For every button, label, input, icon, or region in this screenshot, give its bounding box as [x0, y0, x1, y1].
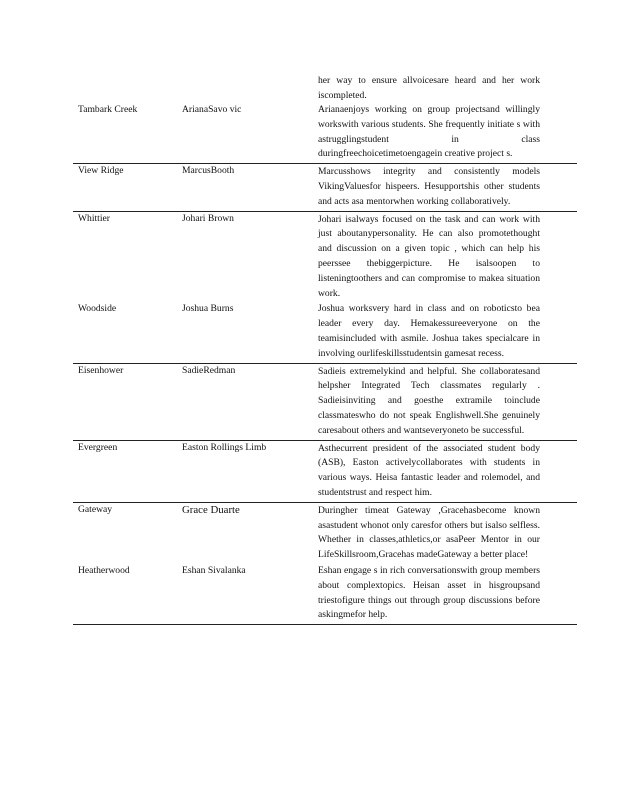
school-name: Eisenhower	[78, 364, 124, 376]
school-name: View Ridge	[78, 165, 124, 177]
student-name: Grace Duarte	[182, 503, 240, 516]
description: Johari isalways focused on the task and can work with just aboutanypersonality. He can also promotethought and discussion on a given topic , which can help his peerssee thebiggerpicture. He isalsoopen to listeningtoothers and can compromise to makea situation work.	[318, 213, 540, 299]
description: Eshan engage s in rich conversationswith group members about complextopics. Heisan asset in hisgroupsand triestofigure things out through group discussions before askingmefor help.	[318, 564, 540, 621]
student-name: Eshan Sivalanka	[182, 564, 246, 576]
school-name: Heatherwood	[78, 564, 130, 576]
table-row	[73, 564, 577, 625]
nominee-table	[73, 103, 577, 625]
table-row	[73, 164, 577, 211]
student-name: Johari Brown	[182, 212, 234, 224]
student-name: Easton Rollings Limb	[182, 441, 267, 453]
table-row	[73, 364, 577, 441]
school-name: Tambark Creek	[78, 104, 138, 115]
description: Duringher timeat Gateway ,Gracehasbecome known asastudent whonot only caresfor others but isalso selfless. Whether in classes,athletics,or asaPeer Mentor in our LifeSkillsroom,Gracehas madeGateway a better place!	[318, 504, 540, 561]
table-row	[73, 212, 577, 303]
table-row	[73, 503, 577, 564]
student-name: Joshua Burns	[182, 303, 234, 315]
school-name: Evergreen	[78, 441, 118, 453]
description: Asthecurrent president of the associated student body (ASB), Easton activelycollaborates with students in various ways. Heisa fantastic leader and rolemodel, and studentstrust and respect him.	[318, 442, 540, 498]
table-row	[73, 103, 577, 163]
school-name: Whittier	[78, 212, 110, 224]
school-name: Woodside	[78, 303, 117, 315]
description: Joshua worksvery hard in class and on roboticsto bea leader every day. Hemakessureeveryone on the teamisincluded with asmile. Joshua takes specialcare in involving ourlifeskillsstudentsin gamesat recess.	[318, 303, 540, 359]
student-name: ArianaSavo vic	[182, 104, 242, 115]
description: Arianaenjoys working on group projectsand willingly workswith various students. She frequently initiate s with astrugglingstudent in class duringfreechoicetimetoengagein creative project s.	[318, 104, 540, 160]
student-name: MarcusBooth	[182, 165, 235, 177]
table-row	[73, 302, 577, 363]
description: Marcusshows integrity and consistently models VikingValuesfor hispeers. Hesupportshis other students and acts asa mentorwhen working collaboratively.	[318, 166, 540, 207]
student-name: SadieRedman	[182, 364, 236, 376]
description: Sadieis extremelykind and helpful. She collaboratesand helpsher Integrated Tech classmates regularly . Sadieisinviting and goesthe extramile toinclude classmateswho do not speak Englishwell.She genuinely caresabout others and wantseveryoneto be successful.	[318, 365, 540, 436]
continued-description: her way to ensure allvoicesare heard and her work iscompleted.	[318, 75, 540, 101]
school-name: Gateway	[78, 503, 113, 515]
table-row	[73, 441, 577, 503]
